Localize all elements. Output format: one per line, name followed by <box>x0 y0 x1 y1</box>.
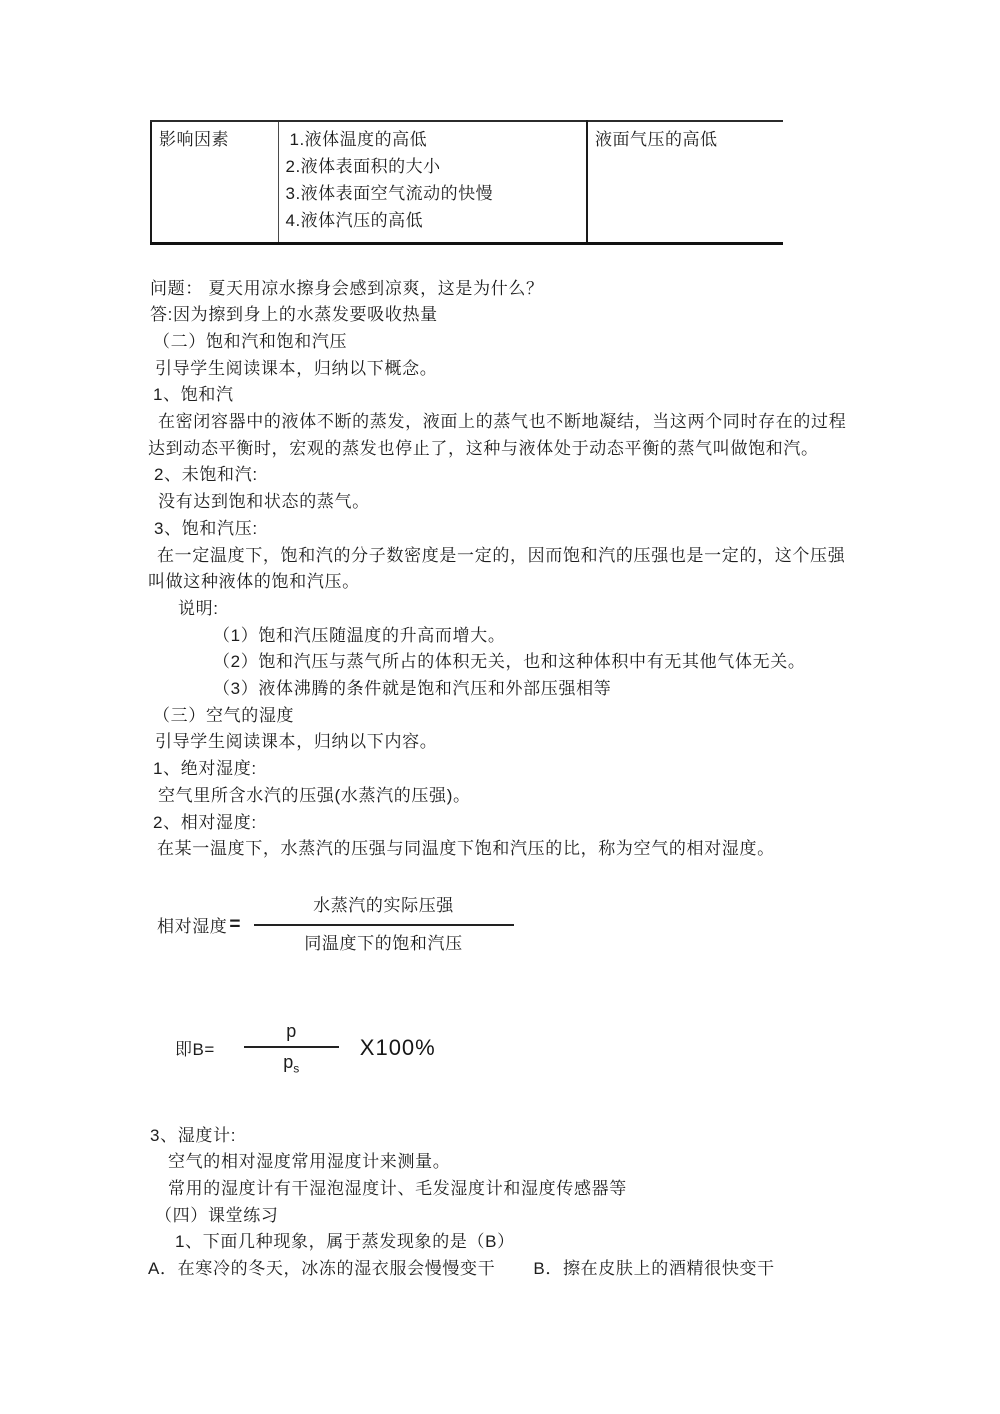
factor-item: 4.液体汽压的高低 <box>285 211 424 230</box>
option-a: A．在寒冷的冬天，冰冻的湿衣服会慢慢变干 <box>148 1259 496 1279</box>
text-line: 叫做这种液体的饱和汽压。 <box>148 572 360 592</box>
text-line: 空气里所含水汽的压强(水蒸汽的压强)。 <box>158 785 471 805</box>
fraction <box>254 893 514 957</box>
lesson-body-text <box>148 276 860 863</box>
equals-sign: = <box>229 913 241 935</box>
factor-item: 2.液体表面积的大小 <box>285 157 441 176</box>
subheading-absolute-humidity: 1、绝对湿度: <box>153 759 257 779</box>
note-item-3: （3）液体沸腾的条件就是饱和汽压和外部压强相等 <box>213 679 612 699</box>
table-cell-factor-list <box>278 121 587 243</box>
subheading-relative-humidity: 2、相对湿度: <box>153 812 257 832</box>
fraction-numerator: 水蒸汽的实际压强 <box>254 893 514 926</box>
text-line: 没有达到饱和状态的蒸气。 <box>158 492 370 512</box>
note-item-2: （2）饱和汽压与蒸气所占的体积无关，也和这种体积中有无其他气体无关。 <box>213 652 806 672</box>
lesson-bottom-text <box>148 1123 860 1283</box>
denominator-base: p <box>283 1051 294 1072</box>
subheading-unsaturated: 2、未饱和汽: <box>154 465 258 485</box>
text-line: 在密闭容器中的液体不断的蒸发，液面上的蒸气也不断地凝结，当这两个同时存在的过程 <box>158 412 847 432</box>
note-heading: 说明: <box>178 598 219 618</box>
subheading-saturated: 1、饱和汽 <box>153 385 234 405</box>
percent-multiplier: X100% <box>359 1034 436 1060</box>
fraction-numerator: p <box>244 1021 339 1048</box>
subheading-vapor-pressure: 3、饱和汽压: <box>154 518 258 538</box>
formula-lhs-label: 相对湿度 <box>157 917 228 937</box>
text-line: 在某一温度下，水蒸汽的压强与同温度下饱和汽压的比，称为空气的相对湿度。 <box>157 839 775 859</box>
text-line: 空气的相对湿度常用湿度计来测量。 <box>168 1152 451 1172</box>
denominator-subscript: s <box>293 1061 300 1076</box>
table-cell-surface-pressure <box>587 121 783 243</box>
exercise-options <box>148 1256 860 1283</box>
fraction-denominator <box>244 1048 339 1075</box>
section-heading-3: （三）空气的湿度 <box>153 705 295 725</box>
text-line: 在一定温度下，饱和汽的分子数密度是一定的，因而饱和汽的压强也是一定的，这个压强 <box>157 545 846 565</box>
humidity-symbol-formula <box>175 1021 860 1075</box>
evaporation-factors-table <box>150 120 783 245</box>
factor-label: 影响因素 <box>159 130 229 149</box>
text-line-question: 问题： 夏天用凉水擦身会感到凉爽，这是为什么？ <box>150 278 544 298</box>
fraction <box>244 1021 339 1075</box>
text-line: 常用的湿度计有干湿泡湿度计、毛发湿度计和湿度传感器等 <box>168 1178 627 1198</box>
exercise-question: 1、下面几种现象，属于蒸发现象的是（B） <box>175 1232 515 1252</box>
option-b: B．擦在皮肤上的酒精很快变干 <box>533 1259 775 1279</box>
fraction-denominator: 同温度下的饱和汽压 <box>304 933 463 953</box>
note-item-1: （1）饱和汽压随温度的升高而增大。 <box>213 625 506 645</box>
subheading-hygrometer: 3、湿度计: <box>150 1125 237 1145</box>
text-line: 引导学生阅读课本，归纳以下内容。 <box>155 732 438 752</box>
factor-item: 1.液体温度的高低 <box>289 130 428 149</box>
section-heading-4: （四）课堂练习 <box>155 1205 279 1225</box>
table-cell-factor-label <box>151 121 278 243</box>
table-row <box>151 121 783 243</box>
factor-item: 3.液体表面空气流动的快慢 <box>285 184 494 203</box>
section-heading-2: （二）饱和汽和饱和汽压 <box>153 331 348 351</box>
relative-humidity-formula <box>157 893 860 957</box>
formula-lhs-label: 即B= <box>175 1040 215 1060</box>
text-line-answer: 答:因为擦到身上的水蒸发要吸收热量 <box>150 305 438 325</box>
text-line: 引导学生阅读课本，归纳以下概念。 <box>155 358 438 378</box>
text-line: 达到动态平衡时，宏观的蒸发也停止了，这种与液体处于动态平衡的蒸气叫做饱和汽。 <box>148 438 819 458</box>
surface-pressure-label: 液面气压的高低 <box>595 130 718 149</box>
